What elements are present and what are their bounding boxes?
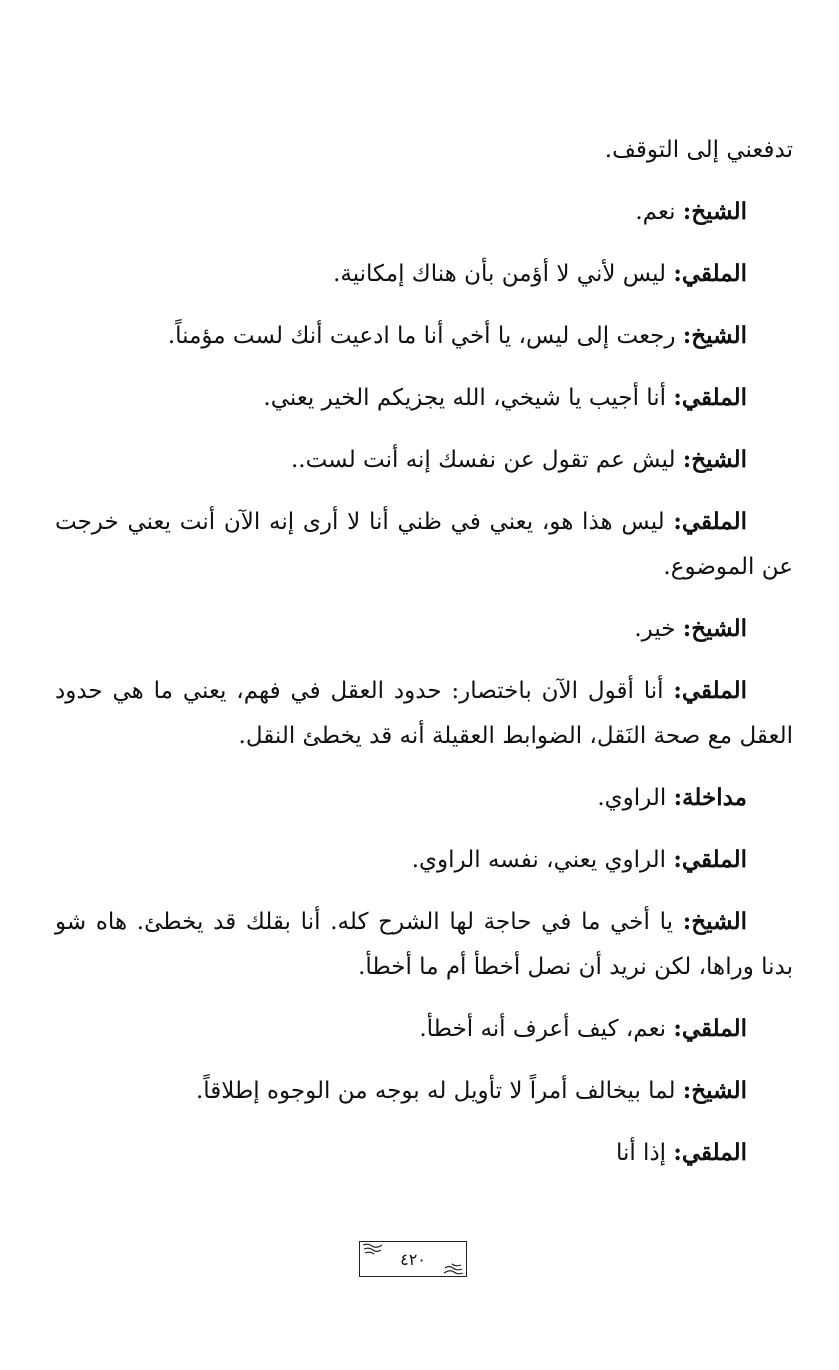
paragraph-3 xyxy=(55,251,793,297)
paragraph-text: رجعت إلى ليس، يا أخي أنا ما ادعيت أنك لست مؤمناً. xyxy=(167,323,676,349)
paragraph-text: تدفعني إلى التوقف. xyxy=(604,137,793,163)
speaker-label: الشيخ: xyxy=(682,615,747,642)
speaker-label: الشيخ: xyxy=(682,446,747,473)
paragraph-text: إذا أنا xyxy=(615,1140,667,1166)
speaker-label: الملقي: xyxy=(673,384,747,411)
paragraph-text: خير. xyxy=(634,616,676,642)
paragraph-7 xyxy=(55,499,793,590)
paragraph-5 xyxy=(55,375,793,421)
paragraph-15 xyxy=(55,1130,793,1176)
corner-ornament-icon xyxy=(442,1261,464,1275)
paragraph-13 xyxy=(55,1006,793,1052)
paragraph-14 xyxy=(55,1068,793,1114)
paragraph-12 xyxy=(55,899,793,990)
speaker-label: الملقي: xyxy=(673,677,747,704)
paragraph-2 xyxy=(55,189,793,235)
speaker-label: الشيخ: xyxy=(682,1077,747,1104)
paragraph-text: ليش عم تقول عن نفسك إنه أنت لست.. xyxy=(290,447,676,473)
paragraph-text: الراوي يعني، نفسه الراوي. xyxy=(411,847,667,873)
corner-ornament-icon xyxy=(362,1243,384,1257)
speaker-label: الملقي: xyxy=(673,1015,747,1042)
paragraph-text: نعم. xyxy=(635,199,676,225)
paragraph-text: أنا أجيب يا شيخي، الله يجزيكم الخير يعني. xyxy=(263,385,667,411)
paragraph-text: يا أخي ما في حاجة لها الشرح كله. أنا بقلك قد يخطئ. هاه شو بدنا وراها، لكن نريد أن نصل أخطأ أم ما أخطأ. xyxy=(55,909,793,980)
paragraph-text: نعم، كيف أعرف أنه أخطأ. xyxy=(419,1016,667,1042)
speaker-label: الملقي: xyxy=(673,846,747,873)
speaker-label: الشيخ: xyxy=(682,908,747,935)
paragraph-11 xyxy=(55,837,793,883)
paragraph-text: ليس هذا هو، يعني في ظني أنا لا أرى إنه الآن أنت يعني خرجت عن الموضوع. xyxy=(55,509,793,580)
paragraph-10 xyxy=(55,775,793,821)
paragraph-text: لما بيخالف أمراً لا تأويل له بوجه من الوجوه إطلاقاً. xyxy=(195,1078,676,1104)
speaker-label: مداخلة: xyxy=(673,784,747,811)
speaker-label: الشيخ: xyxy=(682,198,747,225)
paragraph-9 xyxy=(55,668,793,759)
paragraph-6 xyxy=(55,437,793,483)
dialogue-text xyxy=(55,128,793,1192)
paragraph-8 xyxy=(55,606,793,652)
speaker-label: الملقي: xyxy=(673,1139,747,1166)
speaker-label: الملقي: xyxy=(673,260,747,287)
speaker-label: الشيخ: xyxy=(682,322,747,349)
speaker-label: الملقي: xyxy=(673,508,747,535)
paragraph-text: الراوي. xyxy=(597,785,667,811)
page-number-frame xyxy=(359,1241,467,1277)
page-number: ٤٢٠ xyxy=(400,1249,426,1269)
paragraph-text: أنا أقول الآن باختصار: حدود العقل في فهم، يعني ما هي حدود العقل مع صحة النَقل، الضوابط العقيلة أنه قد يخطئ النقل. xyxy=(55,678,793,749)
paragraph-text: ليس لأني لا أؤمن بأن هناك إمكانية. xyxy=(333,261,667,287)
paragraph-4 xyxy=(55,313,793,359)
paragraph-1 xyxy=(55,128,793,173)
